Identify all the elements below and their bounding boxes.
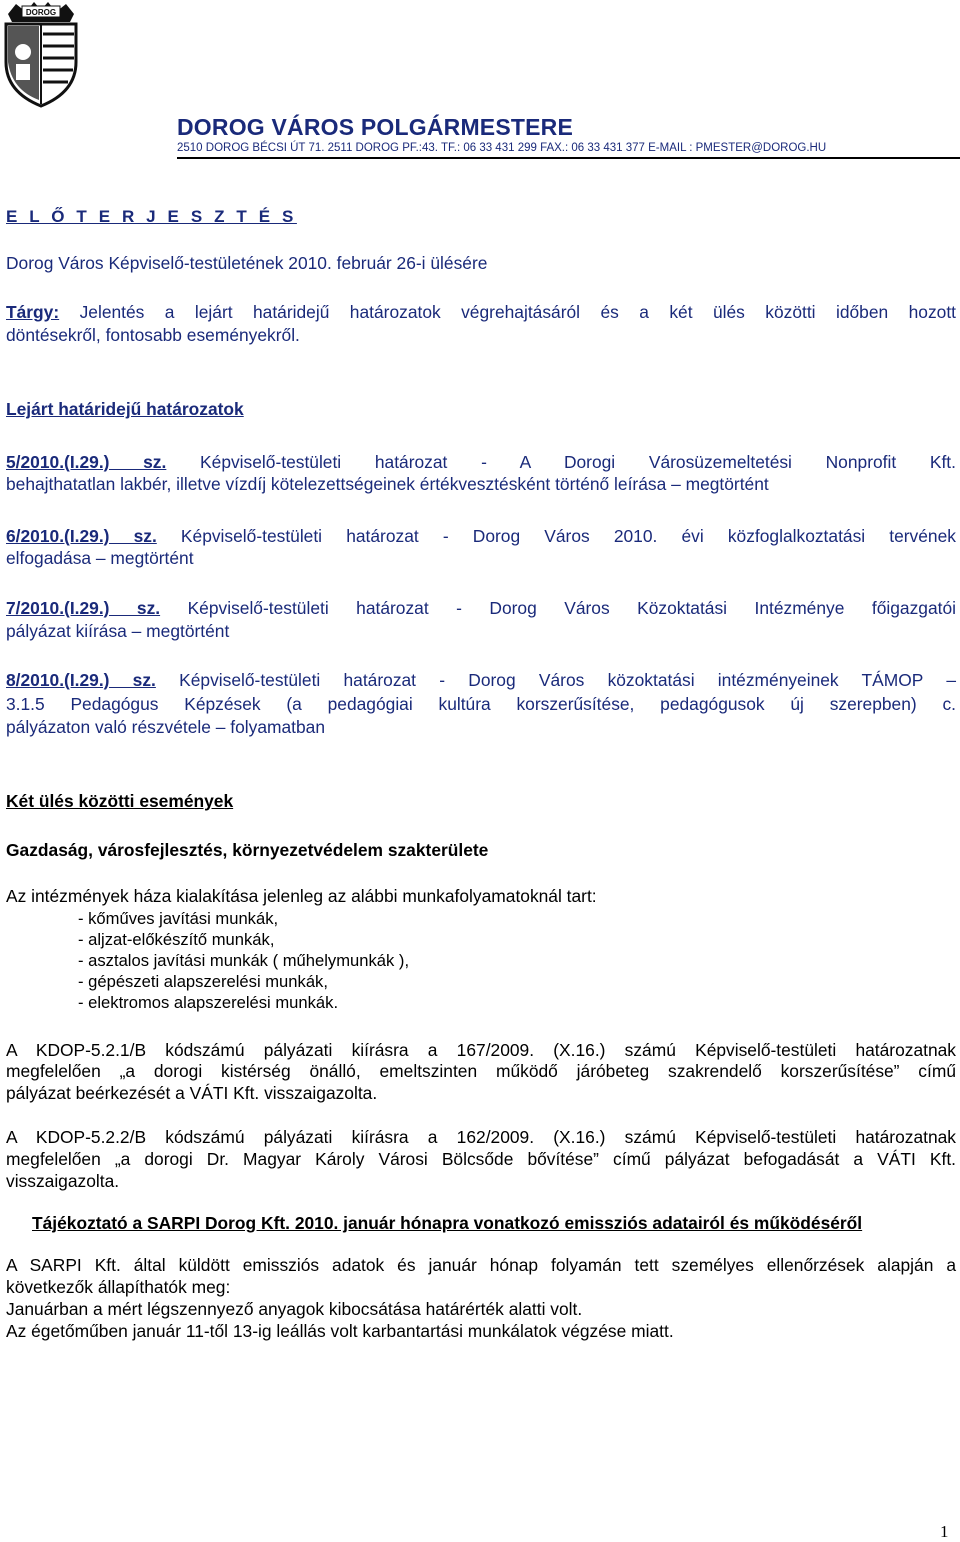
expired-resolutions-heading: Lejárt határidejű határozatok <box>6 399 244 419</box>
resolution-8-ref: 8/2010.(I.29.) sz. <box>6 670 156 690</box>
resolution-7-line-1: 7/2010.(I.29.) sz. Képviselő-testületi határozat - Dorog Város Közoktatási Intézménye főigazgatói <box>6 598 956 618</box>
list-item: - kőműves javítási munkák, <box>78 909 279 928</box>
list-item: - aljzat-előkészítő munkák, <box>78 930 275 949</box>
sarpi-line-3: Januárban a mért légszennyező anyagok kibocsátása határérték alatti volt. <box>6 1299 583 1319</box>
resolution-8-line-2: 3.1.5 Pedagógus Képzések (a pedagógiai kultúra korszerűsítése, pedagógusok új szerepben) c. <box>6 694 956 714</box>
sector-heading: Gazdaság, városfejlesztés, környezetvédelem szakterülete <box>6 840 489 860</box>
list-item: - gépészeti alapszerelési munkák, <box>78 972 328 991</box>
sarpi-line-2: következők állapíthatók meg: <box>6 1277 231 1297</box>
sarpi-line-1: A SARPI Kft. által küldött emissziós adatok és január hónap folyamán tett személyes ellenőrzések alapján a <box>6 1255 956 1275</box>
kdop-522-line-1: A KDOP-5.2.2/B kódszámú pályázati kiírásra a 162/2009. (X.16.) számú Képviselő-testületi határozatnak <box>6 1127 956 1147</box>
kdop-522-line-2: megfelelően „a dorogi Dr. Magyar Károly Városi Bölcsőde bővítése” című pályázat befogadását a VÁTI Kft. <box>6 1149 956 1169</box>
subject-text-1: Jelentés a lejárt határidejű határozatok végrehajtásáról és a két ülés közötti időben hozott <box>79 302 956 322</box>
resolution-6-ref: 6/2010.(I.29.) sz. <box>6 526 157 546</box>
resolution-5-line-1: 5/2010.(I.29.) sz. Képviselő-testületi határozat - A Dorogi Városüzemeltetési Nonprofit Kft. <box>6 452 956 472</box>
subject-label: Tárgy: <box>6 302 60 322</box>
subject-line-1 <box>6 302 956 323</box>
city-crest-logo <box>0 0 82 110</box>
list-item: - elektromos alapszerelési munkák. <box>78 993 339 1012</box>
document-type-title: E L Ő T E R J E S Z T É S <box>6 207 297 226</box>
resolution-6-line-1: 6/2010.(I.29.) sz. Képviselő-testületi határozat - Dorog Város 2010. évi közfoglalkoztatási tervének <box>6 526 956 546</box>
events-heading: Két ülés közötti események <box>6 791 234 811</box>
resolution-6-line-2: elfogadása – megtörtént <box>6 548 194 568</box>
list-item: - asztalos javítási munkák ( műhelymunkák ), <box>78 951 410 970</box>
kdop-521-line-2: megfelelően „a dorogi kistérség önálló, emeltszinten működő járóbeteg szakrendelő korszerűsítése” című <box>6 1061 956 1081</box>
resolution-7-ref: 7/2010.(I.29.) sz. <box>6 598 161 618</box>
org-name: DOROG VÁROS POLGÁRMESTERE <box>177 114 574 140</box>
kdop-521-line-3: pályázat beérkezését a VÁTI Kft. visszaigazolta. <box>6 1083 378 1103</box>
subject-line-2: döntésekről, fontosabb eseményekről. <box>6 325 300 345</box>
meeting-line: Dorog Város Képviselő-testületének 2010. február 26-i ülésére <box>6 253 488 273</box>
work-list <box>78 908 678 1013</box>
resolution-5-ref: 5/2010.(I.29.) sz. <box>6 452 167 472</box>
resolution-8-line-3: pályázaton való részvétele – folyamatban <box>6 717 326 737</box>
header-divider <box>177 157 960 159</box>
resolution-5-line-2: behajthatatlan lakbér, illetve vízdíj kötelezettségeinek értékvesztésként történő leírása – megtörtént <box>6 474 769 494</box>
sarpi-line-4: Az égetőműben január 11-től 13-ig leállás volt karbantartási munkálatok végzése miatt. <box>6 1321 674 1341</box>
resolution-8-line-1: 8/2010.(I.29.) sz. Képviselő-testületi határozat - Dorog Város közoktatási intézményeinek TÁMOP – <box>6 670 956 690</box>
kdop-522-line-3: visszaigazolta. <box>6 1171 120 1191</box>
crest-banner-text: DOROG <box>25 8 57 17</box>
page-number: 1 <box>940 1522 949 1541</box>
sarpi-heading: Tájékoztató a SARPI Dorog Kft. 2010. január hónapra vonatkozó emissziós adatairól és működéséről <box>32 1213 863 1233</box>
resolution-7-line-2: pályázat kiírása – megtörtént <box>6 621 230 641</box>
institutions-intro: Az intézmények háza kialakítása jelenleg az alábbi munkafolyamatoknál tart: <box>6 886 597 906</box>
kdop-521-line-1: A KDOP-5.2.1/B kódszámú pályázati kiírásra a 167/2009. (X.16.) számú Képviselő-testületi határozatnak <box>6 1040 956 1060</box>
org-contact-line: 2510 DOROG BÉCSI ÚT 71. 2511 DOROG PF.:43. TF.: 06 33 431 299 FAX.: 06 33 431 377 E-MAIL : PMESTER@DOROG.HU <box>177 142 827 154</box>
